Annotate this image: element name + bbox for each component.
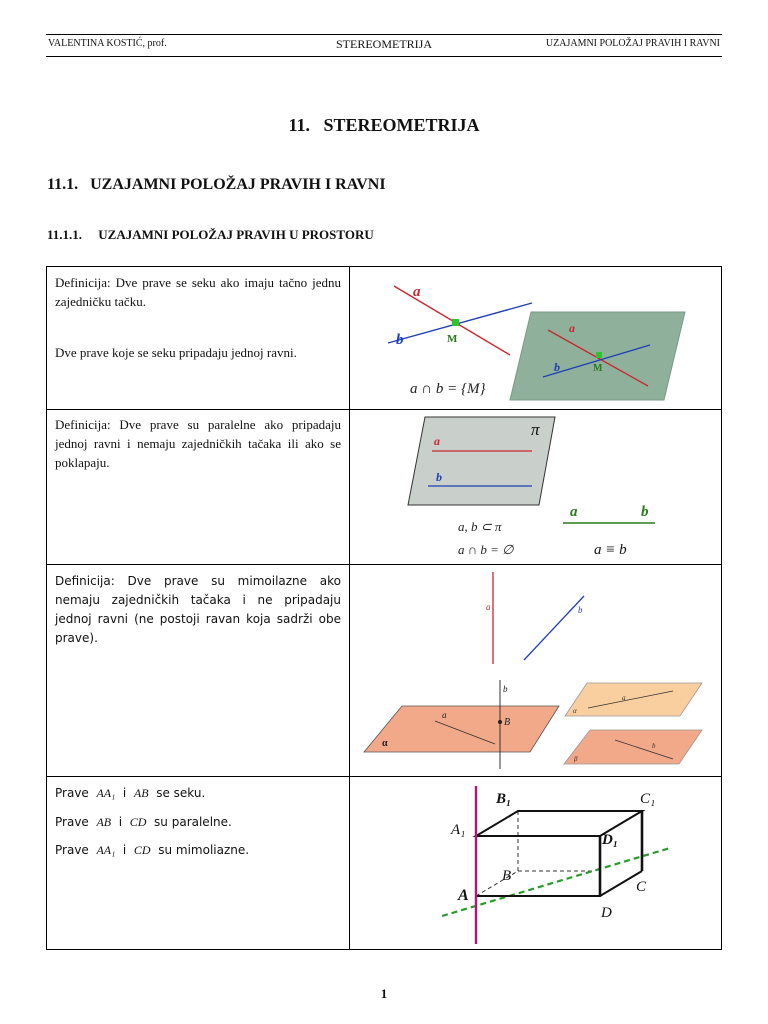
label-b: b (436, 470, 442, 484)
subsection-title: 11.1.1. UZAJAMNI POLOŽAJ PRAVIH U PROSTORU (47, 227, 374, 242)
plane-label-a: a (569, 321, 575, 335)
line-b (388, 303, 532, 343)
statement-parallel: Prave AB i CD su paralelne. (55, 815, 232, 829)
chapter-title: 11. STEREOMETRIJA (288, 115, 480, 135)
skew-line-b (524, 596, 584, 660)
table-row (47, 564, 721, 777)
definitions-table (46, 266, 722, 950)
plane-beta (564, 730, 702, 764)
table-row (47, 776, 721, 949)
point-b (498, 720, 502, 724)
plane-label-m: M (593, 363, 603, 374)
label-a: a (413, 284, 421, 300)
label-point-b: B (504, 717, 511, 728)
section-title: 11.1. UZAJAMNI POLOŽAJ PRAVIH I RAVNI (47, 176, 386, 193)
label-d: D (601, 905, 612, 921)
label-beta: β (574, 755, 578, 763)
label-d1: D₁ (602, 832, 619, 848)
running-header (46, 34, 722, 57)
statement-intersect: Prave AA₁ i AB se seku. (55, 786, 206, 800)
intersecting-lines-figure (350, 267, 720, 409)
label-c1: C₁ (640, 791, 656, 807)
label-a: a (442, 710, 447, 720)
table-row (47, 409, 721, 565)
plane-alpha (364, 706, 559, 752)
lower-label-b: b (652, 742, 656, 750)
header-topic: UZAJAMNI POLOŽAJ PRAVIH I RAVNI (545, 38, 720, 49)
point-m (452, 319, 459, 326)
coincident-label-a: a (570, 504, 578, 520)
header-title: STEREOMETRIJA (336, 37, 432, 51)
coincident-formula: a ≡ b (594, 542, 627, 558)
plane-upper (565, 683, 702, 716)
hidden-edge-ab (476, 871, 518, 896)
definition-parallel: Definicija: Dve prave su paralelne ako pripadaju jednoj ravni i nemaju zajedničkih tačaka ili ako se poklapaju. (55, 417, 341, 470)
skew-label-a: a (486, 602, 491, 612)
label-a1: A₁ (451, 822, 466, 838)
parallel-lines-figure (350, 409, 720, 564)
label-m: M (447, 333, 458, 345)
upper-label-alpha: α (573, 707, 577, 715)
header-author: VALENTINA KOSTIĆ, prof. (48, 38, 167, 49)
upper-label-a: a (622, 694, 626, 702)
label-pi: π (531, 420, 540, 439)
empty-intersection-formula: a ∩ b = ∅ (458, 542, 514, 557)
intersection-formula: a ∩ b = {M} (410, 381, 486, 397)
definition-intersecting: Definicija: Dve prave se seku ako imaju tačno jednu zajedničku tačku. (55, 275, 341, 309)
table-row (47, 267, 721, 410)
plane-label-b: b (554, 360, 560, 374)
label-b1: B₁ (496, 791, 512, 807)
label-a: a (434, 434, 440, 448)
definition-skew: Definicija: Dve prave su mimoilazne ako nemaju zajedničkih tačaka i ne pripadaju jednoj ravni (ne postoji ravan koja sadrži obe prave). (55, 574, 341, 645)
label-b: b (396, 332, 404, 348)
label-a: A (458, 887, 469, 904)
label-b: b (503, 684, 508, 694)
note-intersecting: Dve prave koje se seku pripadaju jednoj ravni. (55, 345, 297, 360)
label-b: B (502, 868, 512, 884)
skew-label-b: b (578, 605, 583, 615)
cube-figure (350, 776, 720, 949)
plane-point-m (596, 352, 602, 358)
skew-lines-figure (350, 564, 720, 776)
label-alpha: α (382, 738, 388, 749)
coincident-label-b: b (641, 504, 649, 520)
statement-skew: Prave AA₁ i CD su mimoliazne. (55, 843, 250, 857)
page-number: 1 (380, 986, 388, 1001)
label-c: C (636, 879, 647, 895)
subset-formula: a, b ⊂ π (458, 519, 502, 534)
